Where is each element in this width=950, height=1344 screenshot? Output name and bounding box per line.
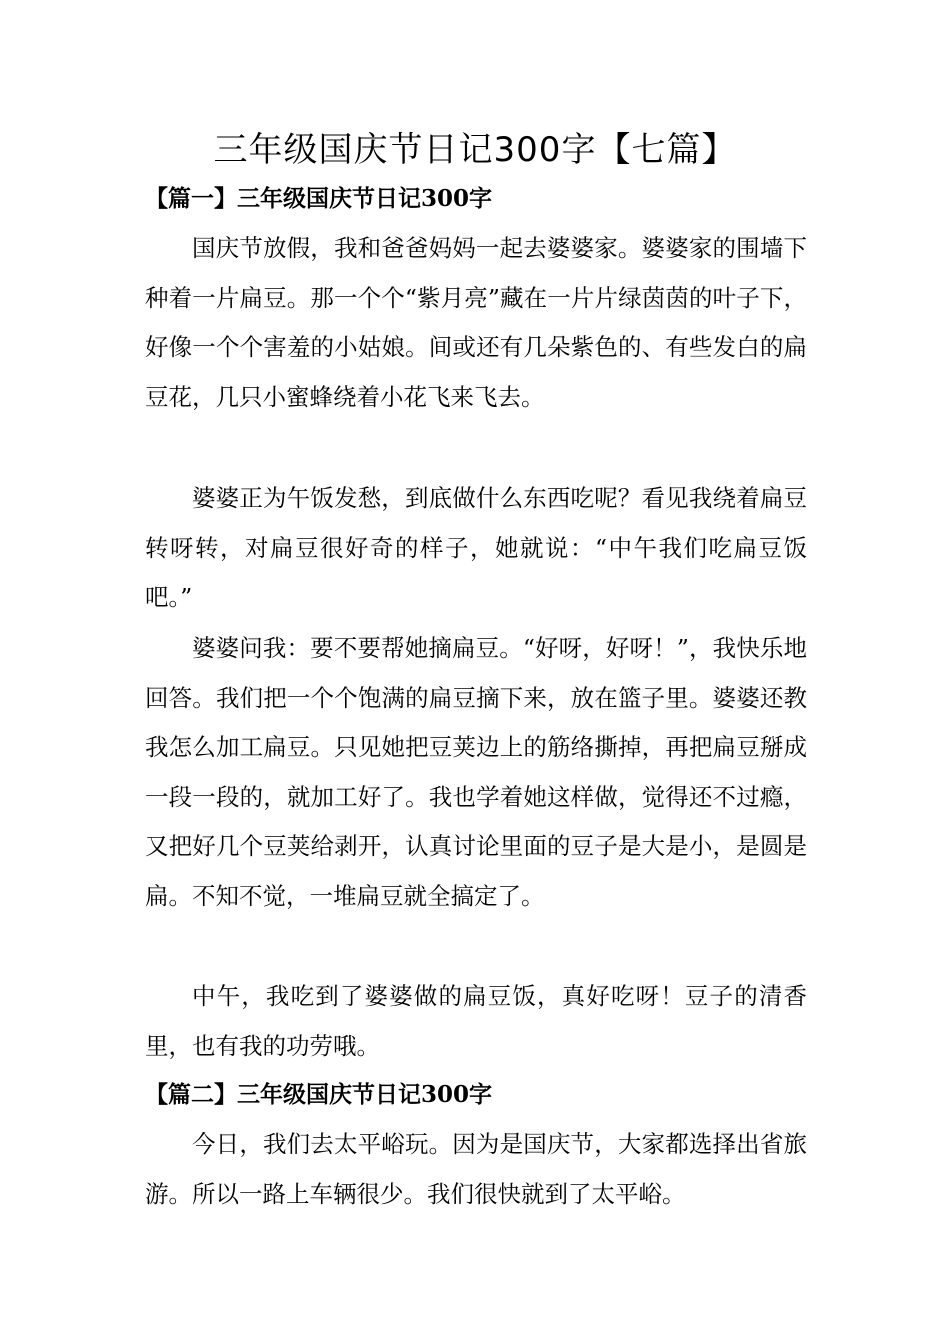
paragraph: 中午，我吃到了婆婆做的扁豆饭，真好吃呀！豆子的清香里，也有我的功劳哦。 [145,982,807,1060]
document-title: 三年级国庆节日记300字【七篇】 [213,130,737,170]
paragraph: 今日，我们去太平峪玩。因为是国庆节，大家都选择出省旅游。所以一路上车辆很少。我们很快就到了太平峪。 [145,1130,807,1208]
paragraph: 国庆节放假，我和爸爸妈妈一起去婆婆家。婆婆家的围墙下种着一片扁豆。那一个个“紫月亮”藏在一片片绿茵茵的叶子下，好像一个个害羞的小姑娘。间或还有几朵紫色的、有些发白的扁豆花，几只小蜜蜂绕着小花飞来飞去。 [145,234,807,411]
section-heading-1: 【篇一】三年级国庆节日记300字 [145,185,493,212]
paragraph: 婆婆正为午饭发愁，到底做什么东西吃呢？看见我绕着扁豆转呀转，对扁豆很好奇的样子，她就说：“中午我们吃扁豆饭吧。” [145,484,807,612]
paragraph: 婆婆问我：要不要帮她摘扁豆。“好呀，好呀！”，我快乐地回答。我们把一个个饱满的扁豆摘下来，放在篮子里。婆婆还教我怎么加工扁豆。只见她把豆荚边上的筋络撕掉，再把扁豆掰成一段一段的，就加工好了。我也学着她这样做，觉得还不过瘾，又把好几个豆荚给剥开，认真讨论里面的豆子是大是小，是圆是扁。不知不觉，一堆扁豆就全搞定了。 [145,634,807,910]
section-heading-2: 【篇二】三年级国庆节日记300字 [145,1081,493,1108]
